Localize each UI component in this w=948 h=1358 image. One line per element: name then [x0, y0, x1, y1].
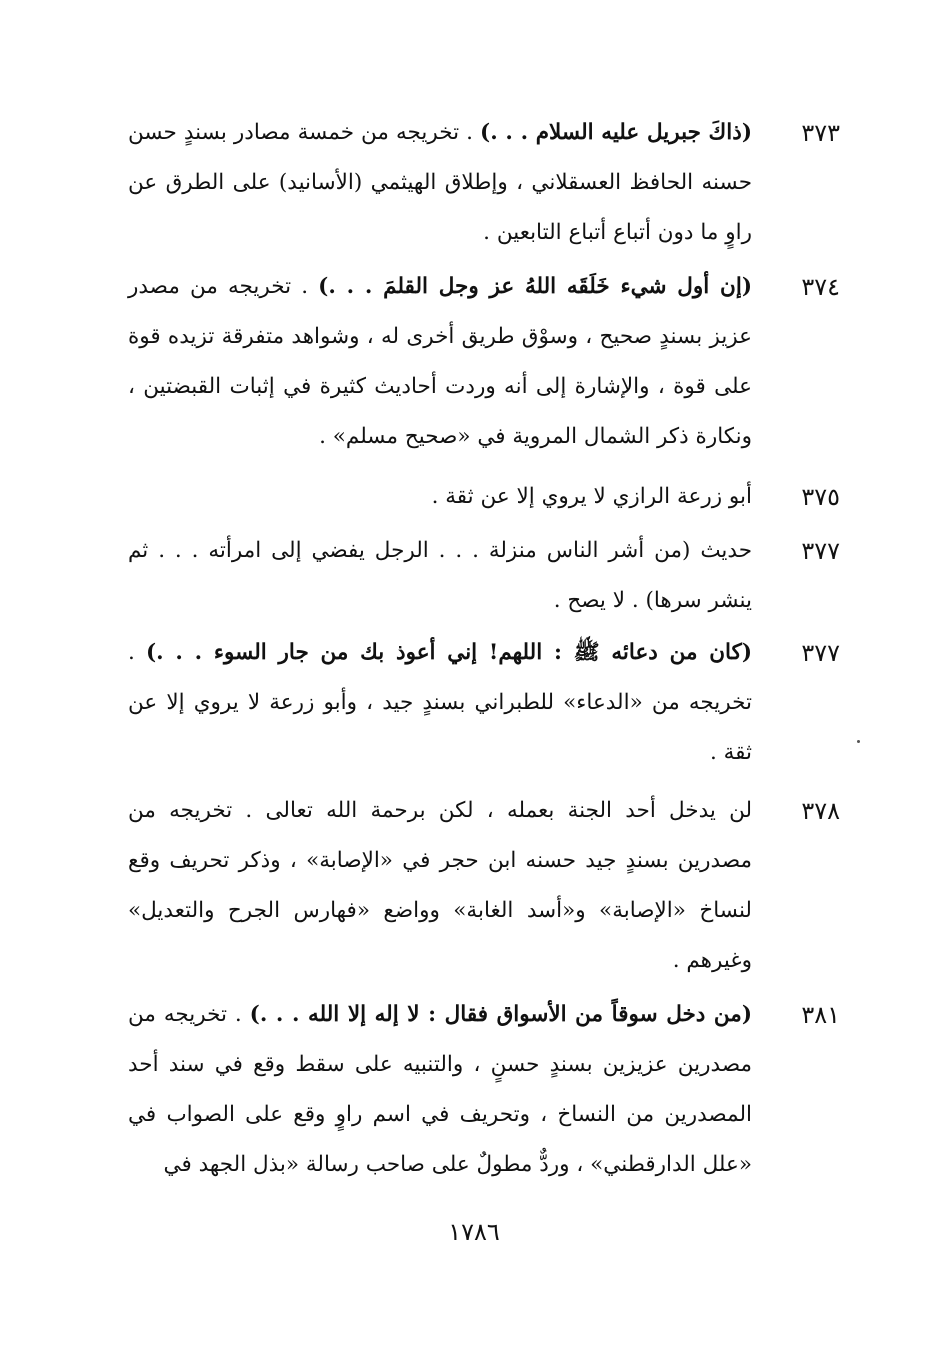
entry-381 — [128, 990, 840, 1190]
entry-text — [128, 108, 752, 258]
entry-description: . تخريجه من مصدر عزيز بسندٍ صحيح ، وسوْق طريق أخرى له ، وشواهد متفرقة تزيده قوة على قوة ، والإشارة إلى أنه وردت أحاديث كثيرة في إثبات القبضتين ، ونكارة ذكر الشمال المروية في «صحيح مسلم» . — [128, 274, 752, 449]
page-number: ١٧٨٦ — [448, 1218, 500, 1246]
scan-speck — [857, 740, 860, 743]
entry-description: حديث (من أشر الناس منزلة . . . الرجل يفضي إلى امرأته . . . ثم ينشر سرها) . لا يصح . — [128, 538, 752, 613]
entry-375 — [128, 472, 840, 522]
entry-description: . تخريجه من «الدعاء» للطبراني بسندٍ جيد ، وأبو زرعة لا يروي إلا عن ثقة . — [128, 640, 752, 765]
entry-number: ٣٧٥ — [801, 483, 840, 511]
entry-377a — [128, 526, 840, 626]
entry-number: ٣٧٧ — [801, 537, 840, 565]
entry-number: ٣٧٣ — [801, 119, 840, 147]
hadith-title: (ذاكَ جبريل عليه السلام . . .) — [480, 120, 752, 145]
entry-description: . تخريجه من مصدرين عزيزين بسندٍ حسنٍ ، والتنبيه على سقط وقع في سند أحد المصدرين من النساخ ، وتحريف في اسم راوٍ وقع على الصواب في «علل الدارقطني» ، وردٌّ مطولٌ على صاحب رسالة «بذل الجهد في — [128, 1002, 752, 1177]
entry-text — [128, 472, 752, 522]
entry-377b — [128, 628, 840, 778]
entry-374 — [128, 262, 840, 462]
entry-378 — [128, 786, 840, 986]
entry-number: ٣٨١ — [801, 1001, 840, 1029]
entry-text — [128, 786, 752, 986]
hadith-title: (إن أول شيء خَلَقَه اللهُ عز وجل القلمَ . . .) — [318, 274, 752, 299]
entry-number: ٣٧٧ — [801, 639, 840, 667]
entry-373 — [128, 108, 840, 258]
entry-description: . تخريجه من خمسة مصادر بسندٍ حسن حسنه الحافظ العسقلاني ، وإطلاق الهيثمي (الأسانيد) على الطرق عن راوٍ ما دون أتباع أتباع التابعين . — [128, 120, 752, 245]
entry-text — [128, 628, 752, 778]
entry-text — [128, 990, 752, 1190]
entry-description: لن يدخل أحد الجنة بعمله ، لكن برحمة الله تعالى . تخريجه من مصدرين بسندٍ جيد حسنه ابن حجر في «الإصابة» ، وذكر تحريف وقع لنساخ «الإصابة» و«أسد الغابة» وواضع «فهارس الجرح والتعديل» وغيرهم . — [128, 798, 752, 973]
entry-text — [128, 262, 752, 462]
entry-description: أبو زرعة الرازي لا يروي إلا عن ثقة . — [431, 484, 752, 509]
hadith-title: (من دخل سوقاً من الأسواق فقال : لا إله إلا الله . . .) — [249, 1002, 752, 1027]
entry-text — [128, 526, 752, 626]
hadith-title: (كان من دعائه ﷺ : اللهم! إني أعوذ بك من جار السوء . . .) — [145, 640, 753, 665]
entry-number: ٣٧٨ — [801, 797, 840, 825]
entry-number: ٣٧٤ — [801, 273, 840, 301]
